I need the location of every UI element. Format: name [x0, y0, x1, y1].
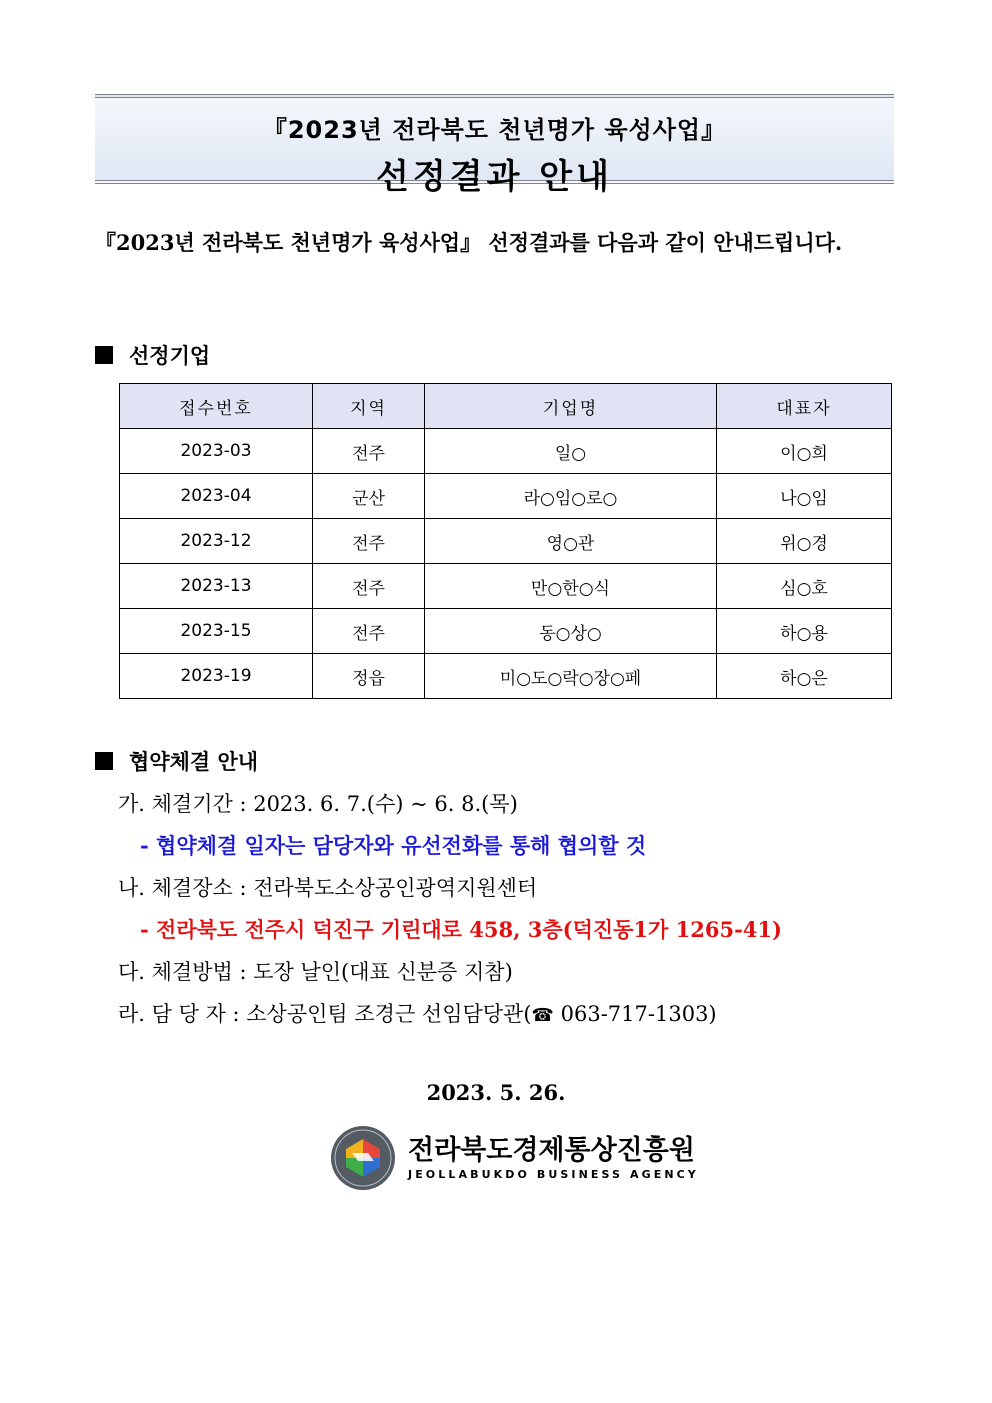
cell-representative: 위○경 [717, 519, 892, 564]
square-bullet-icon [95, 752, 113, 770]
cell-company: 만○한○식 [425, 564, 717, 609]
cell-company: 동○상○ [425, 609, 717, 654]
document-title-line1: 『2023년 전라북도 천년명가 육성사업』 [262, 116, 727, 144]
document-title-line2: 선정결과 안내 [376, 157, 613, 197]
intro-paragraph: 『2023년 전라북도 천년명가 육성사업』 선정결과를 다음과 같이 안내드립니다. [95, 230, 843, 255]
cell-reg-no: 2023-19 [120, 654, 313, 699]
agency-name-english: JEOLLABUKDO BUSINESS AGENCY [408, 1168, 699, 1181]
cell-representative: 이○희 [717, 429, 892, 474]
cell-region: 전주 [313, 429, 425, 474]
cell-company: 일○ [425, 429, 717, 474]
cell-region: 전주 [313, 519, 425, 564]
agreement-place: 나. 체결장소 : 전라북도소상공인광역지원센터 [118, 876, 538, 900]
cell-representative: 하○용 [717, 609, 892, 654]
document-title-box [95, 94, 894, 197]
table-row [120, 654, 892, 699]
agency-logo [330, 1125, 699, 1191]
document-date: 2023. 5. 26. [426, 1080, 566, 1105]
agreement-method: 다. 체결방법 : 도장 날인(대표 신분증 지참) [118, 960, 513, 984]
phone-icon: ☎ [531, 1005, 554, 1026]
column-header: 기업명 [425, 384, 717, 429]
cell-representative: 심○호 [717, 564, 892, 609]
agreement-contact [118, 998, 717, 1028]
table-row [120, 474, 892, 519]
cell-reg-no: 2023-15 [120, 609, 313, 654]
cell-company: 미○도○락○장○페 [425, 654, 717, 699]
cell-region: 전주 [313, 609, 425, 654]
column-header: 대표자 [717, 384, 892, 429]
table-header-row [120, 384, 892, 429]
agency-name-korean: 전라북도경제통상진흥원 [408, 1135, 695, 1166]
cell-reg-no: 2023-04 [120, 474, 313, 519]
contact-phone: 063-717-1303) [553, 1002, 717, 1026]
column-header: 접수번호 [120, 384, 313, 429]
cell-company: 영○관 [425, 519, 717, 564]
selected-companies-table [119, 383, 892, 699]
table-row [120, 519, 892, 564]
agreement-place-address: - 전라북도 전주시 덕진구 기린대로 458, 3층(덕진동1가 1265-41) [140, 917, 782, 942]
table-row [120, 429, 892, 474]
agreement-period: 가. 체결기간 : 2023. 6. 7.(수) ~ 6. 8.(목) [118, 792, 518, 816]
table-row [120, 564, 892, 609]
section-selected-companies [95, 340, 210, 370]
section-heading: 협약체결 안내 [129, 749, 259, 774]
square-bullet-icon [95, 346, 113, 364]
cell-reg-no: 2023-03 [120, 429, 313, 474]
cell-representative: 나○임 [717, 474, 892, 519]
cell-reg-no: 2023-12 [120, 519, 313, 564]
agreement-period-note: - 협약체결 일자는 담당자와 유선전화를 통해 협의할 것 [140, 833, 647, 858]
cell-region: 전주 [313, 564, 425, 609]
contact-label: 라. 담 당 자 : 소상공인팀 조경근 선임담당관( [118, 1002, 532, 1026]
agency-emblem-icon [330, 1125, 396, 1191]
cell-region: 군산 [313, 474, 425, 519]
cell-reg-no: 2023-13 [120, 564, 313, 609]
cell-region: 정읍 [313, 654, 425, 699]
column-header: 지역 [313, 384, 425, 429]
cell-representative: 하○은 [717, 654, 892, 699]
cell-company: 라○임○로○ [425, 474, 717, 519]
section-heading: 선정기업 [129, 343, 211, 368]
table-row [120, 609, 892, 654]
section-agreement-info [95, 746, 258, 776]
